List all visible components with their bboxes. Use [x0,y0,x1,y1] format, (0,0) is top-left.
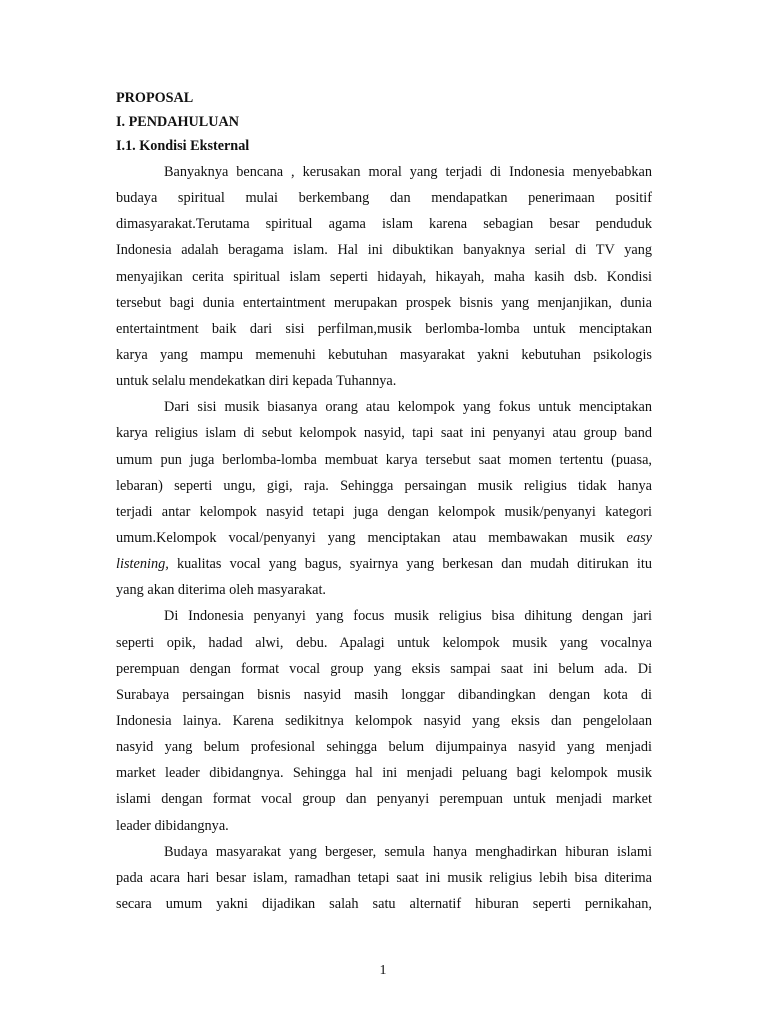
paragraph-line: yang akan diterima oleh masyarakat. [116,582,326,599]
paragraph-line: terjadi antar kelompok nasyid tetapi juga dengan kelompok musik/penyanyi kategori [116,503,652,520]
paragraph-line: Dari sisi musik biasanya orang atau kelompok yang fokus untuk menciptakan [164,399,652,416]
paragraph-line: seperti opik, hadad alwi, debu. Apalagi untuk kelompok musik yang vocalnya [116,634,652,651]
paragraph-line: karya yang mampu memenuhi kebutuhan masyarakat yakni kebutuhan psikologis [116,346,652,363]
section-heading: I. PENDAHULUAN [116,114,239,130]
paragraph-line: Di Indonesia penyanyi yang focus musik religius bisa dihitung dengan jari [164,608,652,625]
paragraph-line: karya religius islam di sebut kelompok nasyid, tapi saat ini penyanyi atau group band [116,425,652,442]
paragraph-text: umum.Kelompok vocal/penyanyi yang menciptakan atau membawakan musik [116,529,615,546]
document-body [116,86,652,917]
paragraph-3 [116,603,652,838]
paragraph-line: leader dibidangnya. [116,817,229,834]
paragraph-line: entertaintment baik dari sisi perfilman,musik berlomba-lomba untuk menciptakan [116,320,652,337]
page-number [0,963,768,979]
paragraph-line: Banyaknya bencana , kerusakan moral yang terjadi di Indonesia menyebabkan [164,164,652,180]
paragraph-line: untuk selalu mendekatkan diri kepada Tuhannya. [116,373,397,390]
paragraph-line [116,525,652,551]
paragraph-line [116,551,652,577]
paragraph-line: nasyid yang belum profesional sehingga belum dijumpainya nasyid yang menjadi [116,739,652,756]
paragraph-line: menyajikan cerita spiritual islam seperti hidayah, hikayah, maha kasih dsb. Kondisi [116,268,652,285]
paragraph-line: perempuan dengan format vocal group yang eksis sampai saat ini belum ada. Di [116,660,652,677]
paragraph-line: market leader dibidangnya. Sehingga hal ini menjadi peluang bagi kelompok musik [116,765,652,782]
paragraph-line: budaya spiritual mulai berkembang dan mendapatkan penerimaan positif [116,190,652,207]
paragraph-1 [116,159,652,394]
paragraph-line: Surabaya persaingan bisnis nasyid masih longgar dibandingkan dengan kota di [116,686,652,703]
paragraph-line: secara umum yakni dijadikan salah satu alternatif hiburan seperti pernikahan, [116,895,652,912]
italic-text: easy [626,529,652,546]
paragraph-2 [116,394,652,603]
paragraph-line: umum pun juga berlomba-lomba membuat karya tersebut saat momen tertentu (puasa, [116,451,652,468]
paragraph-line: Indonesia lainya. Karena sedikitnya kelompok nasyid yang eksis dan pengelolaan [116,712,652,729]
paragraph-line: Indonesia adalah beragama islam. Hal ini dibuktikan banyaknya serial di TV yang [116,242,652,259]
page-number-text: 1 [379,963,387,978]
paragraph-line: Budaya masyarakat yang bergeser, semula hanya menghadirkan hiburan islami [164,843,652,860]
italic-text: listening, [116,556,169,573]
paragraph-line: dimasyarakat.Terutama spiritual agama islam karena sebagian besar penduduk [116,216,652,233]
subsection-heading: I.1. Kondisi Eksternal [116,138,250,154]
paragraph-text: kualitas vocal yang bagus, syairnya yang berkesan dan mudah ditirukan itu [177,556,652,573]
paragraph-4 [116,839,652,917]
paragraph-line: islami dengan format vocal group dan penyanyi perempuan untuk menjadi market [116,791,652,808]
paragraph-line: pada acara hari besar islam, ramadhan tetapi saat ini musik religius lebih bisa diterima [116,869,652,886]
paragraph-line: lebaran) seperti ungu, gigi, raja. Sehingga persaingan musik religius tidak hanya [116,477,652,494]
paragraph-line: tersebut bagi dunia entertaintment merupakan prospek bisnis yang menjanjikan, dunia [116,294,652,311]
proposal-title: PROPOSAL [116,90,194,106]
